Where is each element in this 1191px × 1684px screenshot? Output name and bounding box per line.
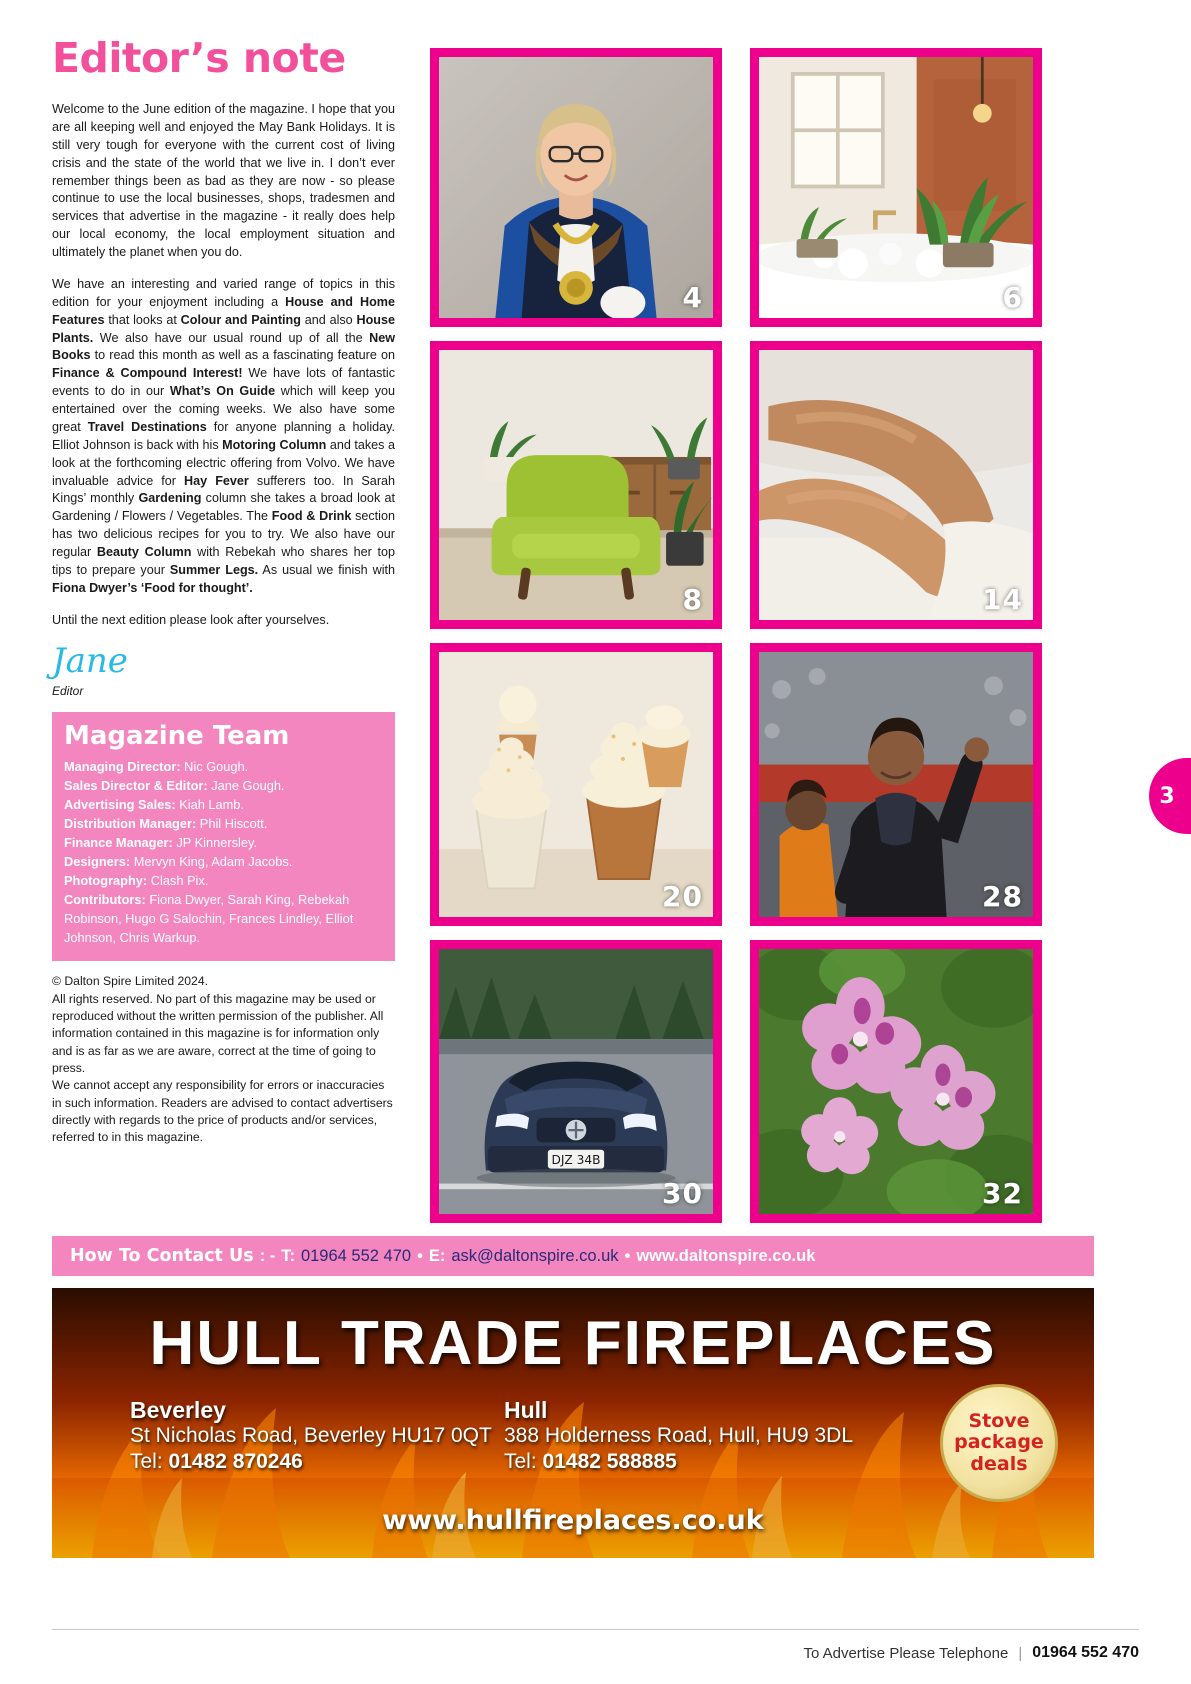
- footer-phone-number: 01964 552 470: [1032, 1644, 1139, 1661]
- team-role: Distribution Manager:: [64, 815, 200, 831]
- branch-address: St Nicholas Road, Beverley HU17 0QT: [130, 1424, 492, 1448]
- team-member-row: [64, 834, 383, 853]
- contents-image-grid: [430, 48, 1042, 1223]
- team-names: Mervyn King, Adam Jacobs.: [133, 853, 293, 869]
- gallery-tile-20[interactable]: [430, 643, 722, 926]
- team-member-row: [64, 796, 383, 815]
- contact-bullet-1: •: [417, 1246, 423, 1265]
- gallery-page-number: 8: [682, 583, 703, 616]
- gallery-tile-8[interactable]: [430, 341, 722, 629]
- team-names: Clash Pix.: [150, 872, 209, 888]
- contact-website[interactable]: www.daltonspire.co.uk: [636, 1246, 816, 1265]
- team-role: Advertising Sales:: [64, 796, 180, 812]
- branch-city: Hull: [504, 1397, 548, 1423]
- team-role: Finance Manager:: [64, 834, 177, 850]
- gallery-page-number: 32: [982, 1177, 1023, 1210]
- team-member-row: [64, 872, 383, 891]
- contact-bar: [52, 1236, 1094, 1276]
- magazine-team-box: [52, 712, 395, 962]
- page-number-tab: 3: [1149, 758, 1191, 834]
- editorial-paragraph-1: Welcome to the June edition of the magazine. I hope that you are all keeping well and enjoyed the May Bank Holidays. It is still very tough for everyone with the current cost of living crisis and the state of the world that we live in. I don’t ever remember things been as bad as they are now - so please continue to use the local businesses, shops, tradesmen and services that advertise in the magazine - it really does help our local economy, the local employment situation and ultimately the planet when you do.: [52, 102, 395, 259]
- branch-tel-label: Tel:: [504, 1449, 537, 1473]
- gallery-tile-30[interactable]: [430, 940, 722, 1223]
- gallery-page-number: 14: [982, 583, 1023, 616]
- bathroom-house-plants: [759, 57, 1033, 319]
- footer-separator: |: [1018, 1644, 1023, 1662]
- contact-email[interactable]: ask@daltonspire.co.uk: [451, 1246, 619, 1265]
- magazine-team-list: [64, 758, 383, 947]
- stove-package-deals-badge[interactable]: [940, 1384, 1058, 1502]
- pink-pelargonium-flowers: [759, 949, 1033, 1215]
- editorial-paragraph-3: Until the next edition please look after yourselves.: [52, 612, 330, 627]
- team-names: Jane Gough.: [211, 778, 285, 794]
- contact-tel[interactable]: 01964 552 470: [300, 1246, 412, 1265]
- advert-title: HULL TRADE FIREPLACES: [149, 1309, 997, 1378]
- team-role: Sales Director & Editor:: [64, 778, 212, 794]
- contact-email-label: E:: [428, 1246, 446, 1265]
- branch-tel: [130, 1450, 492, 1474]
- editor-role: Editor: [52, 683, 84, 698]
- badge-text: Stove package deals: [954, 1410, 1044, 1475]
- team-role: Contributors:: [64, 891, 150, 907]
- gallery-tile-14[interactable]: [750, 341, 1042, 629]
- team-member-row: [64, 853, 383, 872]
- team-names: Nic Gough.: [184, 759, 249, 775]
- gallery-page-number: 20: [662, 880, 703, 913]
- gallery-tile-4[interactable]: [430, 48, 722, 327]
- team-member-row: [64, 815, 383, 834]
- team-member-row: [64, 777, 383, 796]
- carrot-cupcakes: [439, 652, 713, 918]
- gallery-page-number: 4: [682, 281, 703, 314]
- contact-bullet-2: •: [624, 1246, 631, 1265]
- gallery-page-number: 30: [662, 1177, 703, 1210]
- contact-label: How To Contact Us: [70, 1246, 254, 1266]
- editorial-column: [52, 34, 396, 1147]
- green-armchair-living-room: [439, 350, 713, 620]
- gallery-tile-28[interactable]: [750, 643, 1042, 926]
- branch-tel: [504, 1450, 853, 1474]
- advert-branch-beverley: [130, 1398, 492, 1474]
- team-role: Designers:: [64, 853, 134, 869]
- football-manager-celebrating: [759, 652, 1033, 918]
- branch-tel-label: Tel:: [130, 1449, 163, 1473]
- team-names: Phil Hiscott.: [199, 815, 268, 831]
- volvo-electric-car: [439, 949, 713, 1215]
- branch-address: 388 Holderness Road, Hull, HU9 3DL: [504, 1424, 854, 1448]
- footer-divider: [52, 1629, 1139, 1630]
- gallery-page-number: 6: [1002, 281, 1023, 314]
- team-names: Fiona Dwyer, Sarah King, Rebekah Robinson, Hugo G Salochin, Frances Lindley, Elliot Johnson, Chris Warkup.: [64, 891, 354, 945]
- advert-branch-hull: [504, 1398, 853, 1474]
- team-names: JP Kinnersley.: [176, 834, 257, 850]
- team-member-row: [64, 758, 383, 777]
- contact-separator: : -: [259, 1246, 276, 1265]
- team-role: Managing Director:: [64, 759, 185, 775]
- team-member-row: [64, 891, 383, 948]
- team-names: Kiah Lamb.: [179, 796, 244, 812]
- editor-signature: Jane: [52, 640, 128, 681]
- branch-tel-number: 01482 870246: [168, 1449, 303, 1473]
- team-role: Photography:: [64, 872, 151, 888]
- branch-tel-number: 01482 588885: [542, 1449, 677, 1473]
- gallery-tile-6[interactable]: [750, 48, 1042, 327]
- footer-text: To Advertise Please Telephone: [803, 1644, 1009, 1662]
- page-footer: [0, 1644, 1191, 1662]
- summer-legs-beauty: [759, 350, 1033, 620]
- gallery-page-number: 28: [982, 880, 1023, 913]
- magazine-team-title: Magazine Team: [64, 720, 290, 751]
- mayor-portrait: [439, 57, 713, 319]
- contact-tel-label: T:: [281, 1246, 295, 1265]
- svg-text:DJZ 34B: DJZ 34B: [551, 1152, 601, 1167]
- branch-city: Beverley: [130, 1397, 226, 1423]
- advertisement-hull-trade-fireplaces[interactable]: [52, 1288, 1094, 1558]
- advert-website[interactable]: www.hullfireplaces.co.uk: [382, 1505, 764, 1536]
- gallery-tile-32[interactable]: [750, 940, 1042, 1223]
- copyright-notice: © Dalton Spire Limited 2024. All rights reserved. No part of this magazine may be used or reproduced without the written permission of the publisher. All information contained in this magazine is for information only and is as far as we are aware, correct at the time of going to press. We cannot accept any responsibility for errors or inaccuracies in such information. Readers are advised to contact advertisers directly with regards to the price of products and/or services, referred to in this magazine.: [52, 974, 393, 1145]
- page-title: Editor’s note: [52, 34, 346, 82]
- editorial-paragraph-2: We have an interesting and varied range of topics in this edition for your enjoyment including a House and Home Features that looks at Colour and Painting and also House Plants. We also have our usual round up of all the New Books to read this month as well as a fascinating feature on Finance & Compound Interest! We have lots of fantastic events to do in our What’s On Guide which will keep you entertained over the coming weeks. We also have some great Travel Destinations for anyone planning a holiday. Elliot Johnson is back with his Motoring Column and takes a look at the forthcoming electric offering from Volvo. We have invaluable advice for Hay Fever sufferers too. In Sarah Kings’ monthly Gardening column she takes a broad look at Gardening / Flowers / Vegetables. The Food & Drink section has two delicious recipes for you to try. We also have our regular Beauty Column with Rebekah who shares her top tips to prepare your Summer Legs. As usual we finish with Fiona Dwyer’s ‘Food for thought’.: [52, 276, 396, 595]
